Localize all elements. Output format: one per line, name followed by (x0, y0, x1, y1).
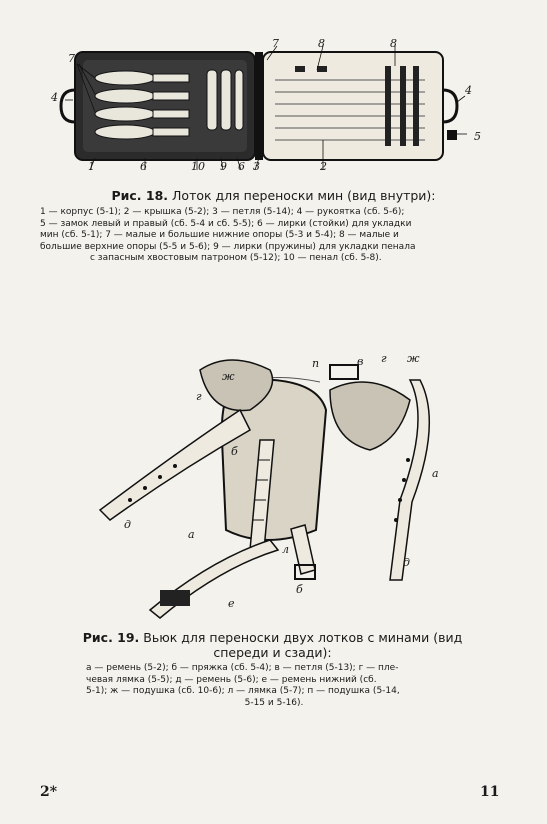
fig19-callout-a-left: а (188, 528, 195, 541)
fig19-callout-g-right: г (381, 352, 387, 365)
figure-18-number: Рис. 18. (111, 188, 169, 203)
signature-mark: 2* (40, 784, 58, 800)
figure-18-illustration (55, 30, 495, 190)
fig18-callout-4b: 4 (465, 84, 472, 97)
fig18-callout-8a: 8 (318, 37, 325, 50)
fig18-callout-10: 10 (191, 160, 205, 173)
fig18-callout-4a: 4 (51, 91, 58, 104)
figure-19-number: Рис. 19. (82, 630, 140, 645)
figure-19-caption-title (80, 630, 465, 660)
fig19-callout-b-top: б (231, 445, 238, 458)
figure-19-title-line2: спереди и сзади): (213, 645, 332, 660)
figure-19-legend-line: 5-1); ж — подушка (сб. 10-6); л — лямка (5-7); п — подушка (5-14, (86, 686, 400, 696)
figure-19-legend-line: чевая лямка (5-5); д — ремень (5-6); е — ремень нижний (сб. (86, 674, 377, 685)
figure-18-legend-line: 5 — замок левый и правый (сб. 5-4 и сб. 5-5); 6 — лирки (стойки) для укладки (40, 218, 412, 229)
figure-19-legend (86, 663, 462, 709)
fig18-callout-3: 3 (253, 160, 260, 173)
figure-18-legend-line: большие верхние опоры (5-5 и 5-6); 9 — лирки (пружины) для укладки пенала (40, 241, 416, 252)
fig19-callout-p: п (312, 357, 320, 370)
figure-18-legend (40, 207, 508, 265)
fig19-callout-e: е (228, 597, 235, 610)
figure-18-legend-line: с запасным хвостовым патроном (5-12); 10 — пенал (сб. 5-8). (90, 253, 382, 263)
figure-19-title-line1 (80, 630, 465, 645)
fig18-callout-6a: 6 (140, 160, 147, 173)
fig19-callout-v: в (357, 355, 364, 368)
fig19-callout-l: л (282, 543, 290, 556)
fig18-callout-6b: 6 (238, 160, 245, 173)
figure-18-legend-line: 1 — корпус (5-1); 2 — крышка (5-2); 3 — петля (5-14); 4 — рукоятка (сб. 5-6); (40, 207, 405, 217)
fig18-callout-5: 5 (474, 130, 481, 143)
fig18-callout-7: 7 (272, 37, 279, 50)
fig18-callout-8b: 8 (390, 37, 397, 50)
fig18-callout-1: 1 (88, 160, 95, 173)
figure-18-legend-line: мин (сб. 5-1); 7 — малые и большие нижние опоры (5-3 и 5-4); 8 — малые и (40, 230, 399, 240)
fig18-callout-2: 2 (320, 160, 327, 173)
figure-19-legend-line: а — ремень (5-2); б — пряжка (сб. 5-4); в — петля (5-13); г — пле- (86, 663, 399, 673)
fig18-callout-7a: 7 (68, 52, 75, 65)
figure-19-title: Вьюк для переноски двух лотков с минами (вид (143, 630, 463, 645)
figure-19-illustration (90, 350, 460, 620)
page-number: 11 (480, 784, 500, 800)
figure-18-title: Лоток для переноски мин (вид внутри): (172, 188, 436, 203)
fig19-callout-d-right: д (403, 556, 410, 569)
fig19-callout-a-right: а (432, 467, 439, 480)
figure-18-caption-title (40, 188, 507, 203)
figure-19-legend-line: 5-15 и 5-16). (244, 697, 304, 708)
fig19-callout-g-left: г (196, 390, 202, 403)
fig18-callout-9: 9 (220, 160, 227, 173)
fig19-callout-zh-left: ж (222, 370, 235, 383)
fig19-callout-zh-right: ж (407, 352, 420, 365)
fig19-callout-d-left: д (124, 518, 131, 531)
fig19-callout-b-bottom: б (296, 583, 303, 596)
